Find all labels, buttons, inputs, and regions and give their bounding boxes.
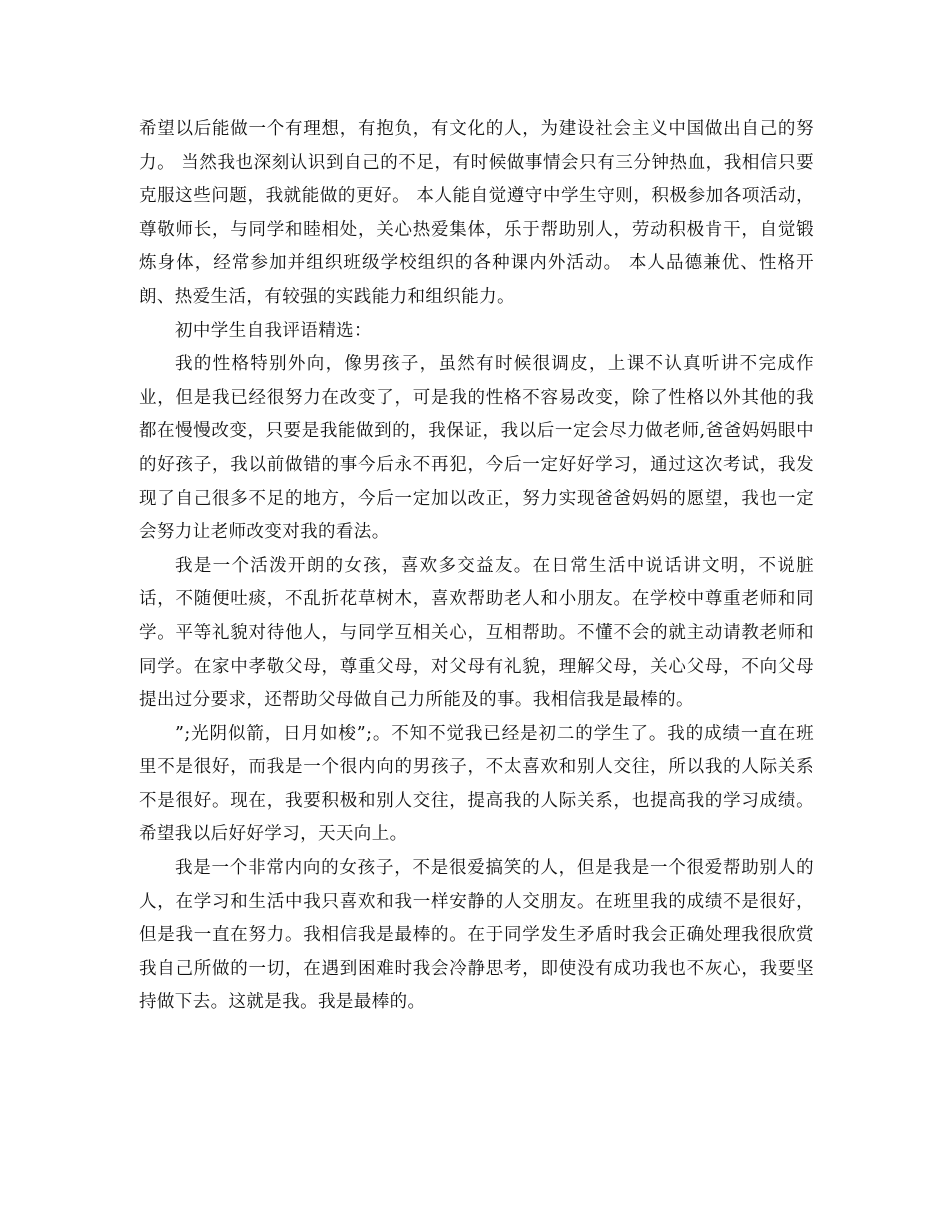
section-heading: 初中学生自我评语精选： [175,320,372,341]
paragraph-time-flies: ”;光阴似箭，日月如梭”;。不知不觉我已经是初二的学生了。我的成绩一直在班里不是很好，而我是一个很内向的男孩子，不太喜欢和别人交往，所以我的人际关系不是很好。现在，我要积极和别人交往，提高我的人际关系，也提高我的学习成绩。希望我以后好好学习，天天向上。 [139,723,814,845]
document-body [139,113,814,1020]
paragraph-lively-girl: 我是一个活泼开朗的女孩，喜欢多交益友。在日常生活中说话讲文明，不说脏话，不随便吐痰，不乱折花草树木，喜欢帮助老人和小朋友。在学校中尊重老师和同学。平等礼貌对待他人，与同学互相关心，互相帮助。不懂不会的就主动请教老师和同学。在家中孝敬父母，尊重父母，对父母有礼貌，理解父母，关心父母，不向父母提出过分要求，还帮助父母做自己力所能及的事。我相信我是最棒的。 [139,555,814,711]
paragraph-intro-continuation: 希望以后能做一个有理想，有抱负，有文化的人，为建设社会主义中国做出自己的努力。 当然我也深刻认识到自己的不足，有时候做事情会只有三分钟热血，我相信只要克服这些问题，我就能做的更好。 本人能自觉遵守中学生守则，积极参加各项活动，尊敬师长，与同学和睦相处，关心热爱集体，乐于帮助别人，劳动积极肯干，自觉锻炼身体，经常参加并组织班级学校组织的各种课内外活动。 本人品德兼优、性格开朗、热爱生活，有较强的实践能力和组织能力。 [139,119,814,307]
paragraph-introverted-girl: 我是一个非常内向的女孩子，不是很爱搞笑的人，但是我是一个很爱帮助别人的人，在学习和生活中我只喜欢和我一样安静的人交朋友。在班里我的成绩不是很好，但是我一直在努力。我相信我是最棒的。在于同学发生矛盾时我会正确处理我很欣赏我自己所做的一切，在遇到困难时我会冷静思考，即使没有成功我也不灰心，我要坚持做下去。这就是我。我是最棒的。 [139,858,814,1013]
paragraph-outgoing-personality: 我的性格特别外向，像男孩子，虽然有时候很调皮，上课不认真听讲不完成作业，但是我已经很努力在改变了，可是我的性格不容易改变，除了性格以外其他的我都在慢慢改变，只要是我能做到的，我保证，我以后一定会尽力做老师,爸爸妈妈眼中的好孩子，我以前做错的事今后永不再犯，今后一定好好学习，通过这次考试，我发现了自己很多不足的地方，今后一定加以改正，努力实现爸爸妈妈的愿望，我也一定会努力让老师改变对我的看法。 [139,354,814,543]
